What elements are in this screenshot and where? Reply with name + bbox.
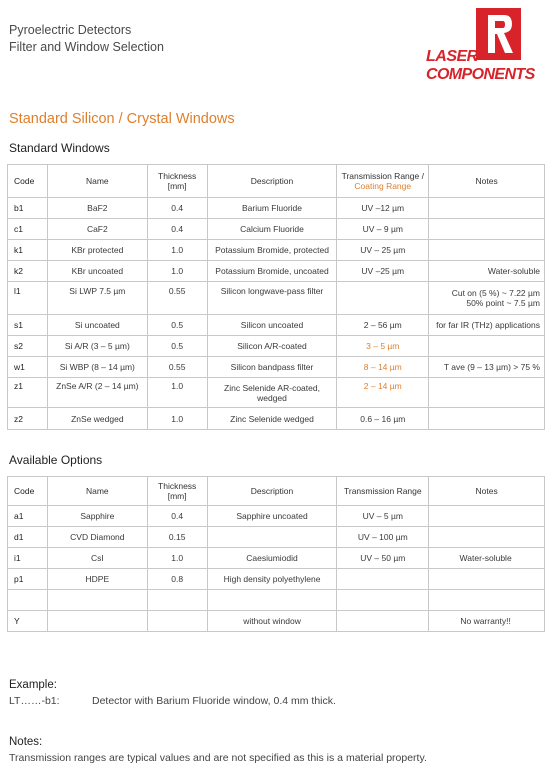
table-row [8, 219, 545, 240]
cell-range [337, 282, 429, 315]
cell-range: UV – 25 µm [337, 240, 429, 261]
cell-code: k2 [8, 261, 48, 282]
header-description: Description [207, 165, 337, 198]
cell-name: Si uncoated [47, 315, 147, 336]
table-header-row [8, 477, 545, 506]
cell-notes [429, 282, 545, 315]
cell-range: 3 – 5 µm [337, 336, 429, 357]
table-row [8, 198, 545, 219]
cell-notes: Water-soluble [429, 548, 545, 569]
cell-thickness: 0.4 [147, 219, 207, 240]
cell-notes: Water-soluble [429, 261, 545, 282]
cell-code: k1 [8, 240, 48, 261]
header-thickness [147, 165, 207, 198]
header-range: Transmission Range [337, 477, 429, 506]
header-name: Name [47, 165, 147, 198]
cell-range: UV –12 µm [337, 198, 429, 219]
cell-code: w1 [8, 357, 48, 378]
table-row [8, 548, 545, 569]
cell-thickness: 1.0 [147, 261, 207, 282]
header-thickness-unit: [mm] [167, 491, 187, 501]
cell-range [337, 590, 429, 611]
notes-line-2: 50% point ~ 7.5 µm [466, 298, 540, 308]
cell-description [207, 527, 337, 548]
logo-word-laser: LASER [426, 48, 478, 65]
cell-code: l1 [8, 282, 48, 315]
cell-range: UV – 5 µm [337, 506, 429, 527]
table-row [8, 527, 545, 548]
cell-description [207, 378, 337, 408]
table-header-row [8, 165, 545, 198]
cell-notes [429, 240, 545, 261]
cell-description: Silicon bandpass filter [207, 357, 337, 378]
cell-thickness: 0.8 [147, 569, 207, 590]
cell-code: b1 [8, 198, 48, 219]
available-options-heading: Available Options [9, 453, 103, 467]
cell-notes [429, 198, 545, 219]
cell-name: KBr uncoated [47, 261, 147, 282]
cell-thickness: 1.0 [147, 378, 207, 408]
cell-name [47, 611, 147, 632]
notes-text: Transmission ranges are typical values and are not specified as this is a material property. [9, 752, 427, 764]
cell-range: UV –25 µm [337, 261, 429, 282]
table-row [8, 408, 545, 430]
header-thickness-label: Thickness [158, 171, 197, 181]
table-row [8, 378, 545, 408]
cell-thickness: 1.0 [147, 548, 207, 569]
table-row [8, 611, 545, 632]
example-heading: Example: [9, 679, 57, 691]
cell-thickness: 0.4 [147, 506, 207, 527]
table-row [8, 506, 545, 527]
cell-description: Barium Fluoride [207, 198, 337, 219]
cell-range: UV – 50 µm [337, 548, 429, 569]
cell-code: z1 [8, 378, 48, 408]
cell-notes [429, 336, 545, 357]
cell-name: ZnSe wedged [47, 408, 147, 430]
table-row [8, 336, 545, 357]
table-row [8, 315, 545, 336]
cell-notes: for far IR (THz) applications [429, 315, 545, 336]
cell-name: ZnSe A/R (2 – 14 µm) [47, 378, 147, 408]
cell-notes [429, 219, 545, 240]
cell-range [337, 569, 429, 590]
cell-code: z2 [8, 408, 48, 430]
cell-thickness: 1.0 [147, 240, 207, 261]
title-line-2: Filter and Window Selection [9, 40, 164, 54]
description-line-2: wedged [257, 392, 287, 403]
header-description: Description [207, 477, 337, 506]
cell-code: i1 [8, 548, 48, 569]
cell-range: 2 – 56 µm [337, 315, 429, 336]
cell-notes [429, 590, 545, 611]
cell-name: HDPE [47, 569, 147, 590]
cell-notes [429, 569, 545, 590]
cell-range: UV – 100 µm [337, 527, 429, 548]
cell-description: High density polyethylene [207, 569, 337, 590]
logo-r-glyph [486, 13, 514, 55]
cell-thickness [147, 611, 207, 632]
example-code: LT……-b1: [9, 695, 60, 707]
cell-description: Sapphire uncoated [207, 506, 337, 527]
cell-thickness: 0.5 [147, 336, 207, 357]
company-logo [426, 4, 546, 86]
cell-name: CVD Diamond [47, 527, 147, 548]
cell-thickness: 0.4 [147, 198, 207, 219]
table-row [8, 569, 545, 590]
cell-range [337, 611, 429, 632]
cell-thickness: 1.0 [147, 408, 207, 430]
cell-thickness: 0.55 [147, 357, 207, 378]
header-thickness-unit: [mm] [167, 181, 187, 191]
table-row [8, 357, 545, 378]
cell-description: Silicon longwave-pass filter [207, 282, 337, 315]
cell-thickness: 0.5 [147, 315, 207, 336]
notes-line-1: Cut on (5 %) ~ 7.22 µm [451, 288, 540, 298]
header-coating-label: Coating Range [354, 181, 412, 191]
header-notes: Notes [429, 165, 545, 198]
cell-code [8, 590, 48, 611]
available-options-table [7, 476, 545, 632]
header-notes: Notes [429, 477, 545, 506]
header-range [337, 165, 429, 198]
cell-description: Potassium Bromide, protected [207, 240, 337, 261]
cell-code: d1 [8, 527, 48, 548]
logo-word-components: COMPONENTS [426, 66, 535, 83]
table-row [8, 261, 545, 282]
cell-description: Zinc Selenide wedged [207, 408, 337, 430]
cell-thickness: 0.55 [147, 282, 207, 315]
standard-windows-heading: Standard Windows [9, 141, 110, 155]
cell-description [207, 590, 337, 611]
cell-notes [429, 408, 545, 430]
cell-thickness [147, 590, 207, 611]
cell-code: c1 [8, 219, 48, 240]
title-line-1: Pyroelectric Detectors [9, 23, 132, 37]
cell-name: Si WBP (8 – 14 µm) [47, 357, 147, 378]
cell-description: Calcium Fluoride [207, 219, 337, 240]
cell-name: Si LWP 7.5 µm [47, 282, 147, 315]
cell-range: 8 – 14 µm [337, 357, 429, 378]
header-range-label: Transmission Range / [341, 171, 424, 181]
cell-code: s1 [8, 315, 48, 336]
cell-code: p1 [8, 569, 48, 590]
cell-code: a1 [8, 506, 48, 527]
cell-notes [429, 378, 545, 408]
table-row [8, 590, 545, 611]
table-row [8, 282, 545, 315]
table-row [8, 240, 545, 261]
cell-notes [429, 506, 545, 527]
header-code: Code [8, 165, 48, 198]
cell-range: UV – 9 µm [337, 219, 429, 240]
cell-thickness: 0.15 [147, 527, 207, 548]
cell-range: 0.6 – 16 µm [337, 408, 429, 430]
standard-windows-table [7, 164, 545, 430]
cell-name: KBr protected [47, 240, 147, 261]
cell-code: s2 [8, 336, 48, 357]
cell-notes: No warranty!! [429, 611, 545, 632]
header-code: Code [8, 477, 48, 506]
cell-name: CsI [47, 548, 147, 569]
cell-description: Silicon A/R-coated [207, 336, 337, 357]
cell-description: Potassium Bromide, uncoated [207, 261, 337, 282]
cell-name: CaF2 [47, 219, 147, 240]
header-thickness [147, 477, 207, 506]
description-line-1: Zinc Selenide AR-coated, [224, 382, 320, 393]
notes-heading: Notes: [9, 736, 43, 748]
header-name: Name [47, 477, 147, 506]
cell-code: Y [8, 611, 48, 632]
cell-range: 2 – 14 µm [337, 378, 429, 408]
section-title: Standard Silicon / Crystal Windows [9, 111, 235, 127]
cell-name: Sapphire [47, 506, 147, 527]
cell-notes: T ave (9 – 13 µm) > 75 % [429, 357, 545, 378]
cell-notes [429, 527, 545, 548]
cell-description: without window [207, 611, 337, 632]
cell-description: Silicon uncoated [207, 315, 337, 336]
example-text: Detector with Barium Fluoride window, 0.4 mm thick. [92, 695, 336, 707]
document-title [9, 22, 164, 56]
cell-name: Si A/R (3 – 5 µm) [47, 336, 147, 357]
header-thickness-label: Thickness [158, 481, 197, 491]
cell-name: BaF2 [47, 198, 147, 219]
cell-description: Caesiumiodid [207, 548, 337, 569]
cell-name [47, 590, 147, 611]
